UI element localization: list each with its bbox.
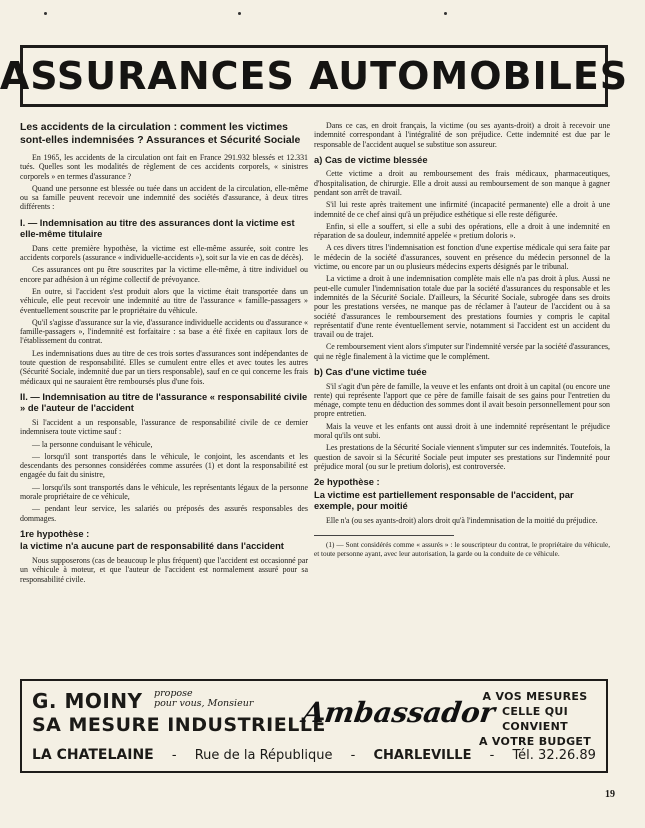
ad-address-line: [32, 745, 596, 765]
ad-tagline-line: pour vous, Monsieur: [154, 698, 254, 709]
paragraph: Nous supposerons (cas de beaucoup le plus fréquent) que l'accident est occasionné par un véhicule à moteur, et que l'auteur de l'accident est normalement assuré pour sa responsabilité civile.: [20, 555, 308, 584]
paragraph: En outre, si l'accident s'est produit alors que la victime était transportée dans un véhicule, elle peut recevoir une indemnité au titre de l'assurance « famille-passagers » éventuellement souscrite par le propriétaire du véhicule.: [20, 286, 308, 315]
ad-city: CHARLEVILLE: [373, 747, 472, 763]
ambassador-logo-text: Ambassador: [300, 695, 498, 729]
paragraph: Les indemnisations dues au titre de ces trois sortes d'assurances sont indépendantes de toute question de responsabilité. Elles se cumulent entre elles et avec toutes les autres (Sécurité Sociale, indemnité due par un tiers responsable), sauf en ce qui concerne les frais médicaux qui ne sauraient être remboursés plus d'une fois.: [20, 348, 308, 386]
footnote-divider: [314, 535, 454, 536]
registration-dot: [238, 12, 241, 15]
paragraph: Enfin, si elle a souffert, si elle a subi des opérations, elle a droit à une indemnité en réparation de sa douleur, indemnité appelée « pretium doloris ».: [314, 221, 610, 241]
right-column: [314, 121, 610, 561]
paragraph: Les prestations de la Sécurité Sociale viennent s'imputer sur ces indemnités. Toutefois, la question de savoir si la Sécurité Sociale peut imputer ses prestations sur l'indemnité pour préjudice moral (ou sur le pretium doloris), est controversée.: [314, 443, 610, 471]
ad-slogan: [476, 689, 594, 749]
paragraph: Ce remboursement vient alors s'imputer sur l'indemnité versée par la société d'assurances, qui ne règle finalement à la victime que le complément.: [314, 342, 610, 361]
ad-separator: -: [489, 747, 495, 763]
title-box: [0, 45, 629, 107]
paragraph: Ces assurances ont pu être souscrites par la victime elle-même, à titre individuel ou encore par adhésion à un régime collectif de prévoyance.: [20, 265, 308, 284]
ad-tagline: [154, 689, 253, 709]
ad-phone: Tél. 32.26.89: [512, 747, 596, 763]
section-heading: II. — Indemnisation au titre de l'assurance « responsabilité civile » de l'auteur de l'accident: [20, 390, 308, 414]
ambassador-logo: [300, 683, 498, 741]
page-title: ASSURANCES AUTOMOBILES: [0, 54, 629, 98]
paragraph: Elle n'a (ou ses ayants-droit) alors droit qu'à l'indemnisation de la moitié du préjudice.: [326, 515, 598, 525]
hypothesis-subheading: La victime est partiellement responsable de l'accident, par exemple, pour moitié: [314, 488, 574, 512]
paragraph: S'il s'agit d'un père de famille, la veuve et les enfants ont droit à un capital (ou encore une rente) qui représente l'apport que ce père de famille faisait de ses gains pour l'entretien du ménage, compte tenu en déduction des sommes dont il avait besoin personnellement pour son propre entretien.: [314, 381, 610, 419]
list-item: — lorsqu'il sont transportés dans le véhicule, le conjoint, les ascendants et les descendants des personnes considérées comme assurées (1) et dont la responsabilité est engagée du fait du sinistre,: [20, 451, 308, 480]
paragraph: Dans ce cas, en droit français, la victime (ou ses ayants-droit) a droit à recevoir une indemnité correspondant à l'intégralité de son préjudice. Cette indemnité est due par le responsable de l'accident auquel se substitue son assureur.: [314, 121, 610, 149]
paragraph: Qu'il s'agisse d'assurance sur la vie, d'assurance individuelle accidents ou d'assurance « famille-passagers », l'indemnité est forfaitaire : sa base a été fixée en capitaux lors de l'établissement du contrat.: [20, 317, 308, 346]
paragraph: La victime a droit à une indemnisation complète mais elle n'a pas droit à plus. Aussi ne peut-elle cumuler l'indemnisation totale due par la société d'assurances du responsable et les indemnités de la Sécurité Sociale. D'ailleurs, la Sécurité Sociale, subrogée dans ses droits pour les prestations versées, ne manque pas de réclamer à l'auteur de l'accident ou à sa société d'assurances le remboursement des prestations fournies y compris le capital représentatif d'une rente éventuellement servie, notamment si l'accident est un accident du travail ou de trajet.: [314, 274, 610, 340]
registration-marks: [0, 12, 645, 22]
ad-separator: -: [171, 747, 177, 763]
registration-dot: [44, 12, 47, 15]
advertisement: [20, 679, 608, 773]
paragraph: S'il lui reste après traitement une infirmité (incapacité permanente) elle a droit à une indemnité de ce chef ainsi qu'à un préjudice esthétique si elle reste défigurée.: [314, 200, 610, 219]
left-column: [20, 121, 308, 587]
hypothesis-heading: 1re hypothèse :: [20, 527, 90, 539]
hypothesis-heading: 2e hypothèse :: [314, 476, 380, 488]
list-item: — pendant leur service, les salariés ou préposés des assurés responsables des dommages.: [20, 504, 308, 523]
section-heading: b) Cas d'une victime tuée: [314, 366, 427, 378]
paragraph: En 1965, les accidents de la circulation ont fait en France 291.932 blessés et 12.331 tués. Quelles sont les modalités de règlement de ces accidents corporels, « sinistres corporels » en termes d'assurance ?: [20, 153, 308, 181]
ad-tagline-line: propose: [154, 688, 193, 699]
registration-dot: [444, 12, 447, 15]
list-item: — la personne conduisant le véhicule,: [32, 439, 153, 449]
paragraph: Quand une personne est blessée ou tuée dans un accident de la circulation, elle-même ou sa famille peuvent recevoir une indemnité des sociétés d'assurance, à deux titres différents :: [20, 183, 308, 212]
list-item: — lorsqu'ils sont transportés dans le véhicule, les représentants légaux de la personne morale propriétaire de ce véhicule,: [20, 482, 308, 502]
paragraph: Si l'accident a un responsable, l'assurance de responsabilité civile de ce dernier indemnisera toute victime sauf :: [20, 417, 308, 437]
ad-slogan-line: CELLE QUI CONVIENT: [501, 705, 569, 733]
paragraph: Dans cette première hypothèse, la victime est elle-même assurée, soit contre les accidents corporels (assurance « individuelle-accidents »), soit sur la vie en cas de décès).: [20, 243, 308, 263]
ad-headline: SA MESURE INDUSTRIELLE: [32, 714, 326, 736]
ad-business-name: G. MOINY: [32, 689, 143, 713]
section-heading: a) Cas de victime blessée: [314, 153, 428, 165]
paragraph: A ces divers titres l'indemnisation est fonction d'une expertise médicale qui sera faite par le médecin de la société d'assurances, souvent en présence du médecin personnel de la victime, ou encore par un ou plusieurs médecins experts désignés par le tribunal.: [314, 243, 610, 272]
ad-separator: -: [350, 747, 356, 763]
ad-shop-name: LA CHATELAINE: [32, 747, 154, 763]
ad-slogan-line: A VOTRE BUDGET: [478, 735, 592, 748]
section-heading: I. — Indemnisation au titre des assurances dont la victime est elle-même titulaire: [20, 216, 295, 240]
footnote: (1) — Sont considérés comme « assurés » : le souscripteur du contrat, le propriétaire du véhicule, et toute personne ayant, avec leur autorisation, la garde ou la conduite de ce véhicule.: [314, 541, 610, 558]
ad-slogan-line: A VOS MESURES: [482, 690, 588, 703]
ad-street: Rue de la République: [194, 747, 333, 763]
hypothesis-subheading: la victime n'a aucune part de responsabilité dans l'accident: [20, 540, 284, 552]
paragraph: Mais la veuve et les enfants ont aussi droit à une indemnité représentant le préjudice moral qu'ils ont subi.: [314, 421, 610, 441]
paragraph: Cette victime a droit au remboursement des frais médicaux, pharmaceutiques, d'hospitalisation, de chirurgie. Elle a droit aussi au remboursement de son manque à gagner pendant son arrêt de travail.: [314, 169, 610, 197]
page-number: 19: [605, 789, 615, 800]
intro-heading: Les accidents de la circulation : comment les victimes sont-elles indemnisées ? Assurances et Sécurité Sociale: [20, 122, 301, 146]
